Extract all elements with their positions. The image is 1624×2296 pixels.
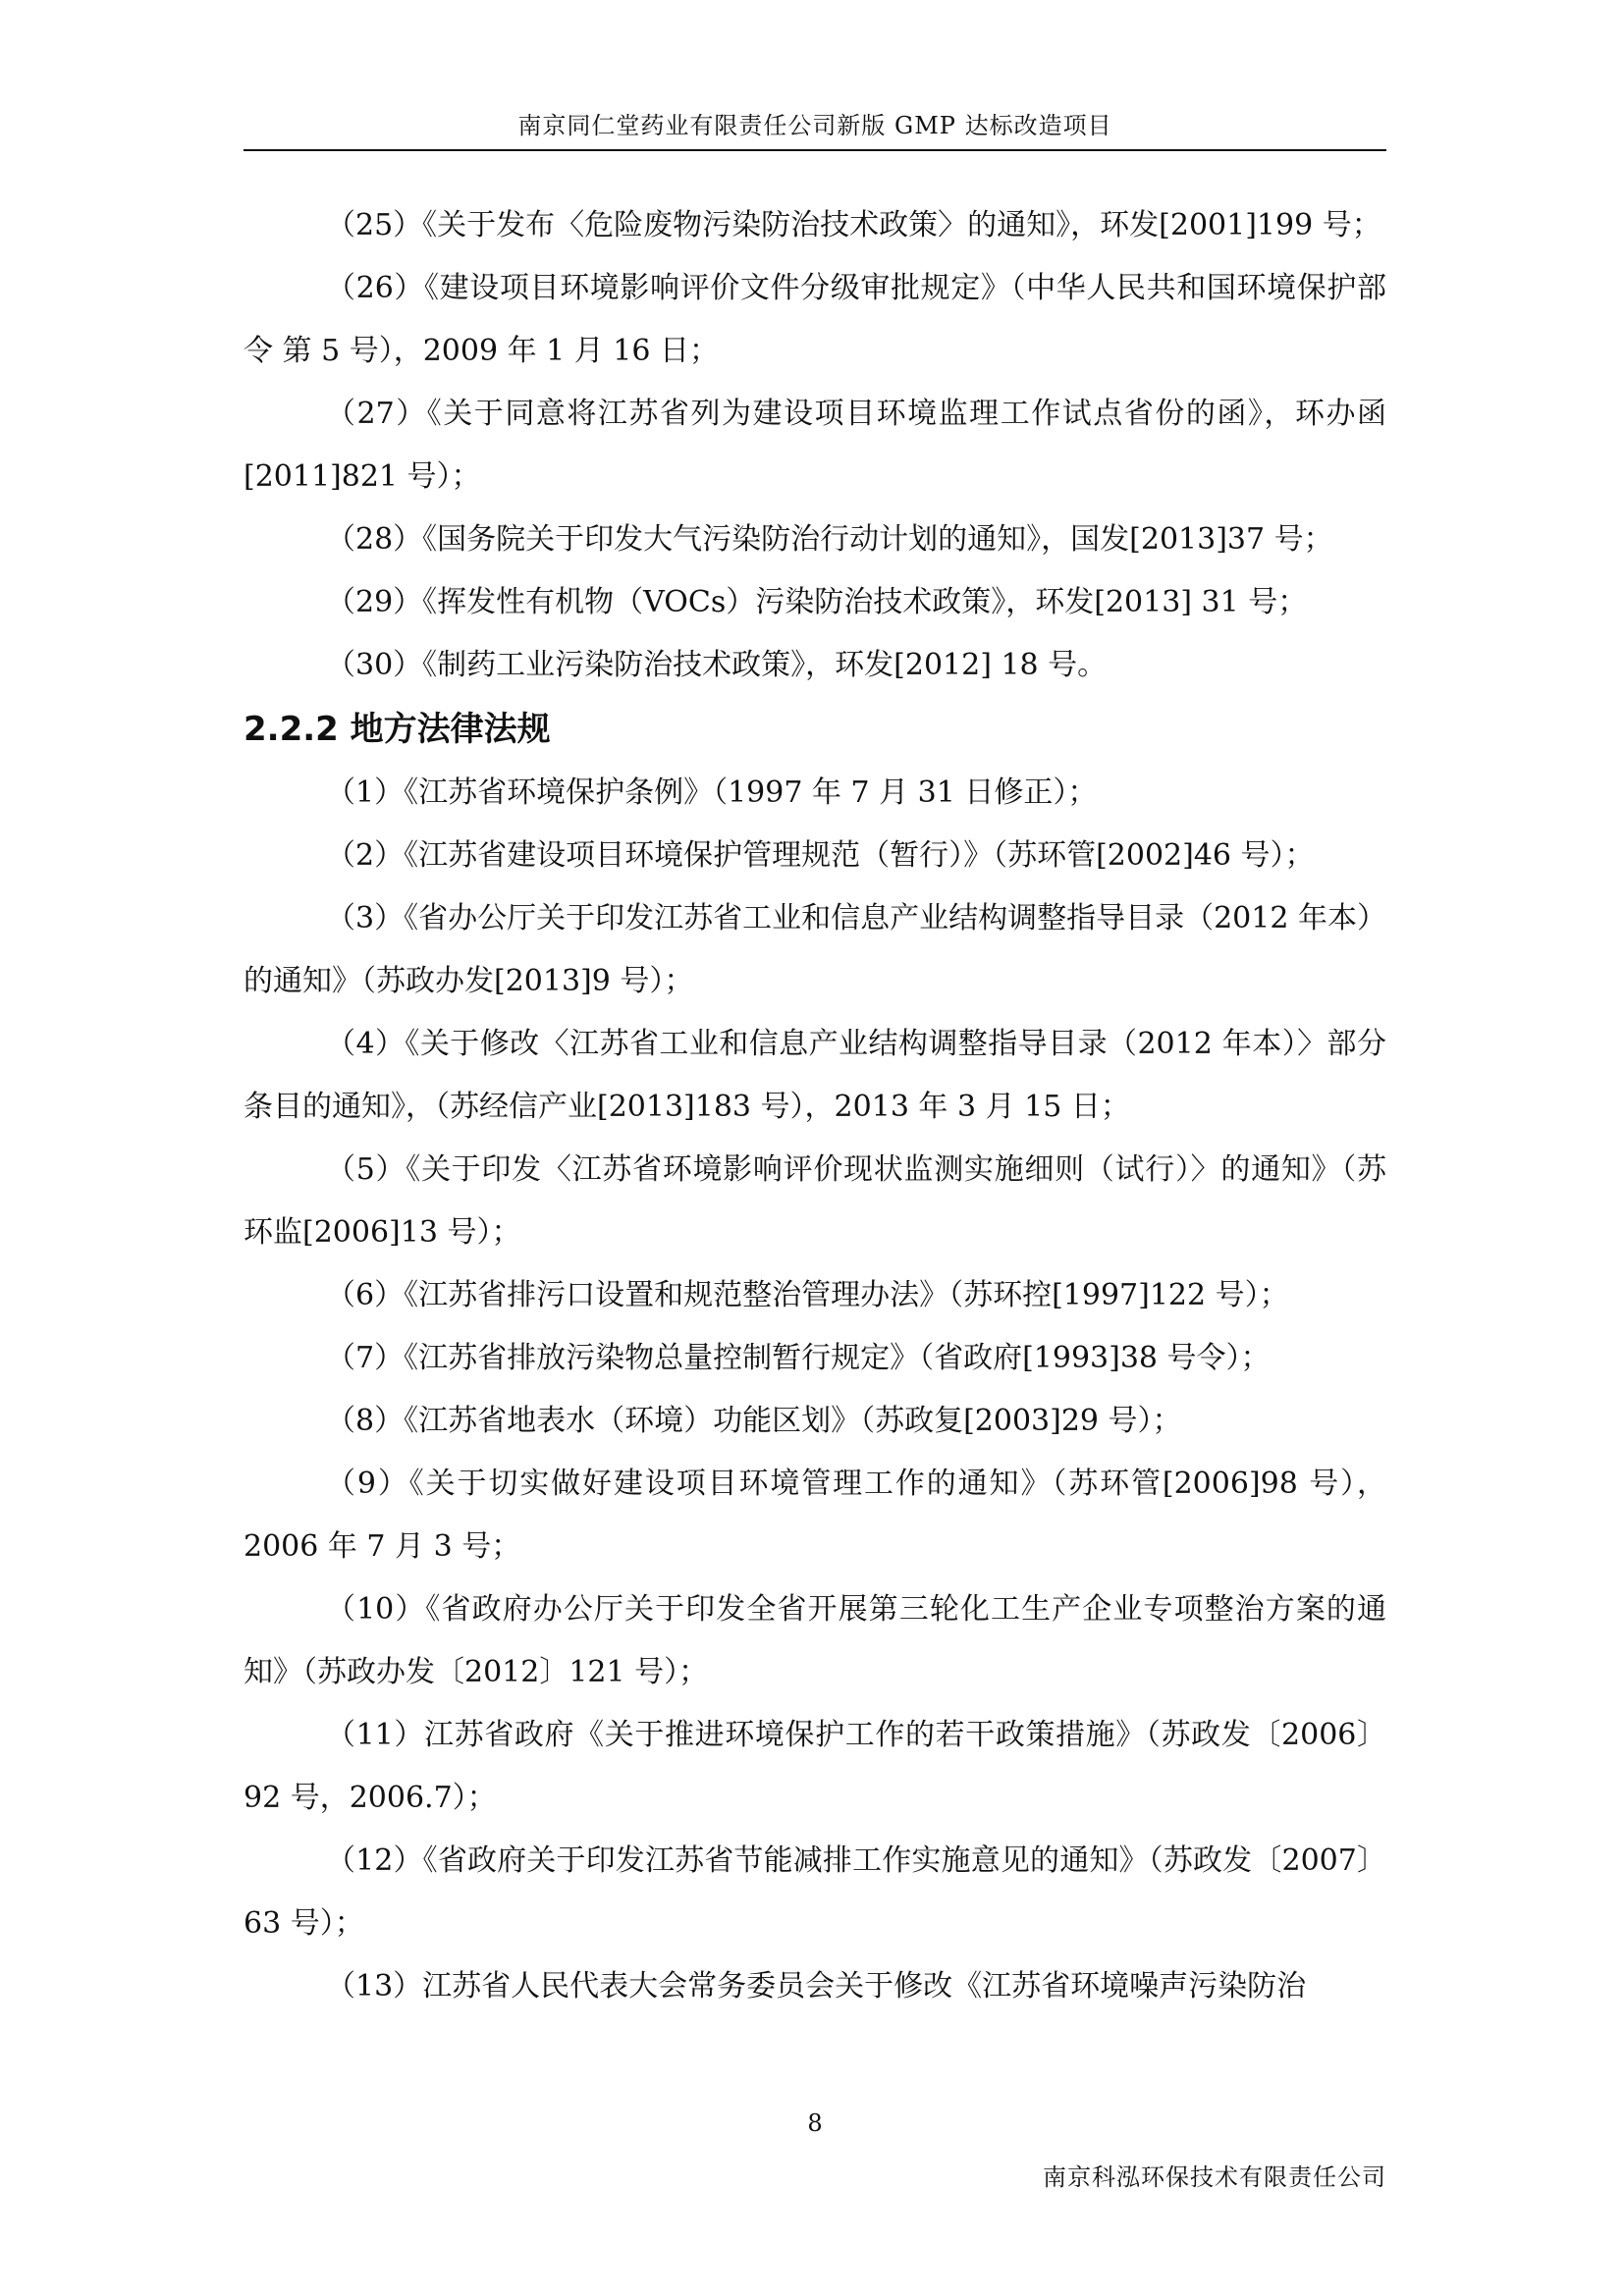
page-header: 南京同仁堂药业有限责任公司新版 GMP 达标改造项目 [517, 112, 1112, 139]
section-heading: 2.2.2 地方法律法规 [244, 710, 551, 749]
list-item-local-13: （13）江苏省人民代表大会常务委员会关于修改《江苏省环境噪声污染防治 [326, 1969, 1307, 2003]
page-number: 8 [807, 2109, 823, 2137]
list-item-local-7: （7）《江苏省排放污染物总量控制暂行规定》（省政府[1993]38 号令）； [326, 1341, 1271, 1375]
list-item-local-2: （2）《江苏省建设项目环境保护管理规范（暂行）》（苏环管[2002]46 号）； [326, 838, 1315, 873]
header-divider [244, 149, 1386, 151]
list-item-local-12: （12）《省政府关于印发江苏省节能减排工作实施意见的通知》（苏政发〔2007〕63 号）； [244, 1843, 1386, 1941]
list-item-local-11: （11）江苏省政府《关于推进环境保护工作的若干政策措施》（苏政发〔2006〕92 号，2006.7）； [244, 1718, 1386, 1815]
list-item-local-8: （8）《江苏省地表水（环境）功能区划》（苏政复[2003]29 号）； [326, 1404, 1182, 1438]
list-item-national-25: （25）《关于发布〈危险废物污染防治技术政策〉的通知》，环发[2001]199 号； [326, 208, 1381, 242]
page-footer: 南京科泓环保技术有限责任公司 [1043, 2163, 1386, 2191]
list-item-national-29: （29）《挥发性有机物（VOCs）污染防治技术政策》，环发[2013] 31 号； [326, 585, 1308, 619]
list-item-local-9: （9）《关于切实做好建设项目环境管理工作的通知》（苏环管[2006]98 号），2006 年 7 月 3 号； [244, 1467, 1386, 1564]
list-item-national-26: （26）《建设项目环境影响评价文件分级审批规定》（中华人民共和国环境保护部令 第 5 号），2009 年 1 月 16 日； [244, 271, 1386, 368]
list-item-local-5: （5）《关于印发〈江苏省环境影响评价现状监测实施细则（试行）〉的通知》（苏环监[2006]13 号）； [244, 1152, 1386, 1250]
page-body [244, 194, 1386, 2018]
list-item-local-3: （3）《省办公厅关于印发江苏省工业和信息产业结构调整指导目录（2012 年本）的通知》（苏政办发[2013]9 号）； [244, 901, 1386, 998]
list-item-local-4: （4）《关于修改〈江苏省工业和信息产业结构调整指导目录（2012 年本）〉部分条目的通知》，（苏经信产业[2013]183 号），2013 年 3 月 15 日； [244, 1027, 1386, 1124]
list-item-local-1: （1）《江苏省环境保护条例》（1997 年 7 月 31 日修正）； [326, 775, 1098, 810]
list-item-national-27: （27）《关于同意将江苏省列为建设项目环境监理工作试点省份的函》，环办函[2011]821 号）； [244, 397, 1386, 494]
list-item-national-28: （28）《国务院关于印发大气污染防治行动计划的通知》，国发[2013]37 号； [326, 522, 1333, 557]
list-item-local-6: （6）《江苏省排污口设置和规范整治管理办法》（苏环控[1997]122 号）； [326, 1278, 1289, 1312]
list-item-national-30: （30）《制药工业污染防治技术政策》，环发[2012] 18 号。 [326, 648, 1108, 682]
list-item-local-10: （10）《省政府办公厅关于印发全省开展第三轮化工生产企业专项整治方案的通知》（苏政办发〔2012〕121 号）； [244, 1592, 1386, 1689]
